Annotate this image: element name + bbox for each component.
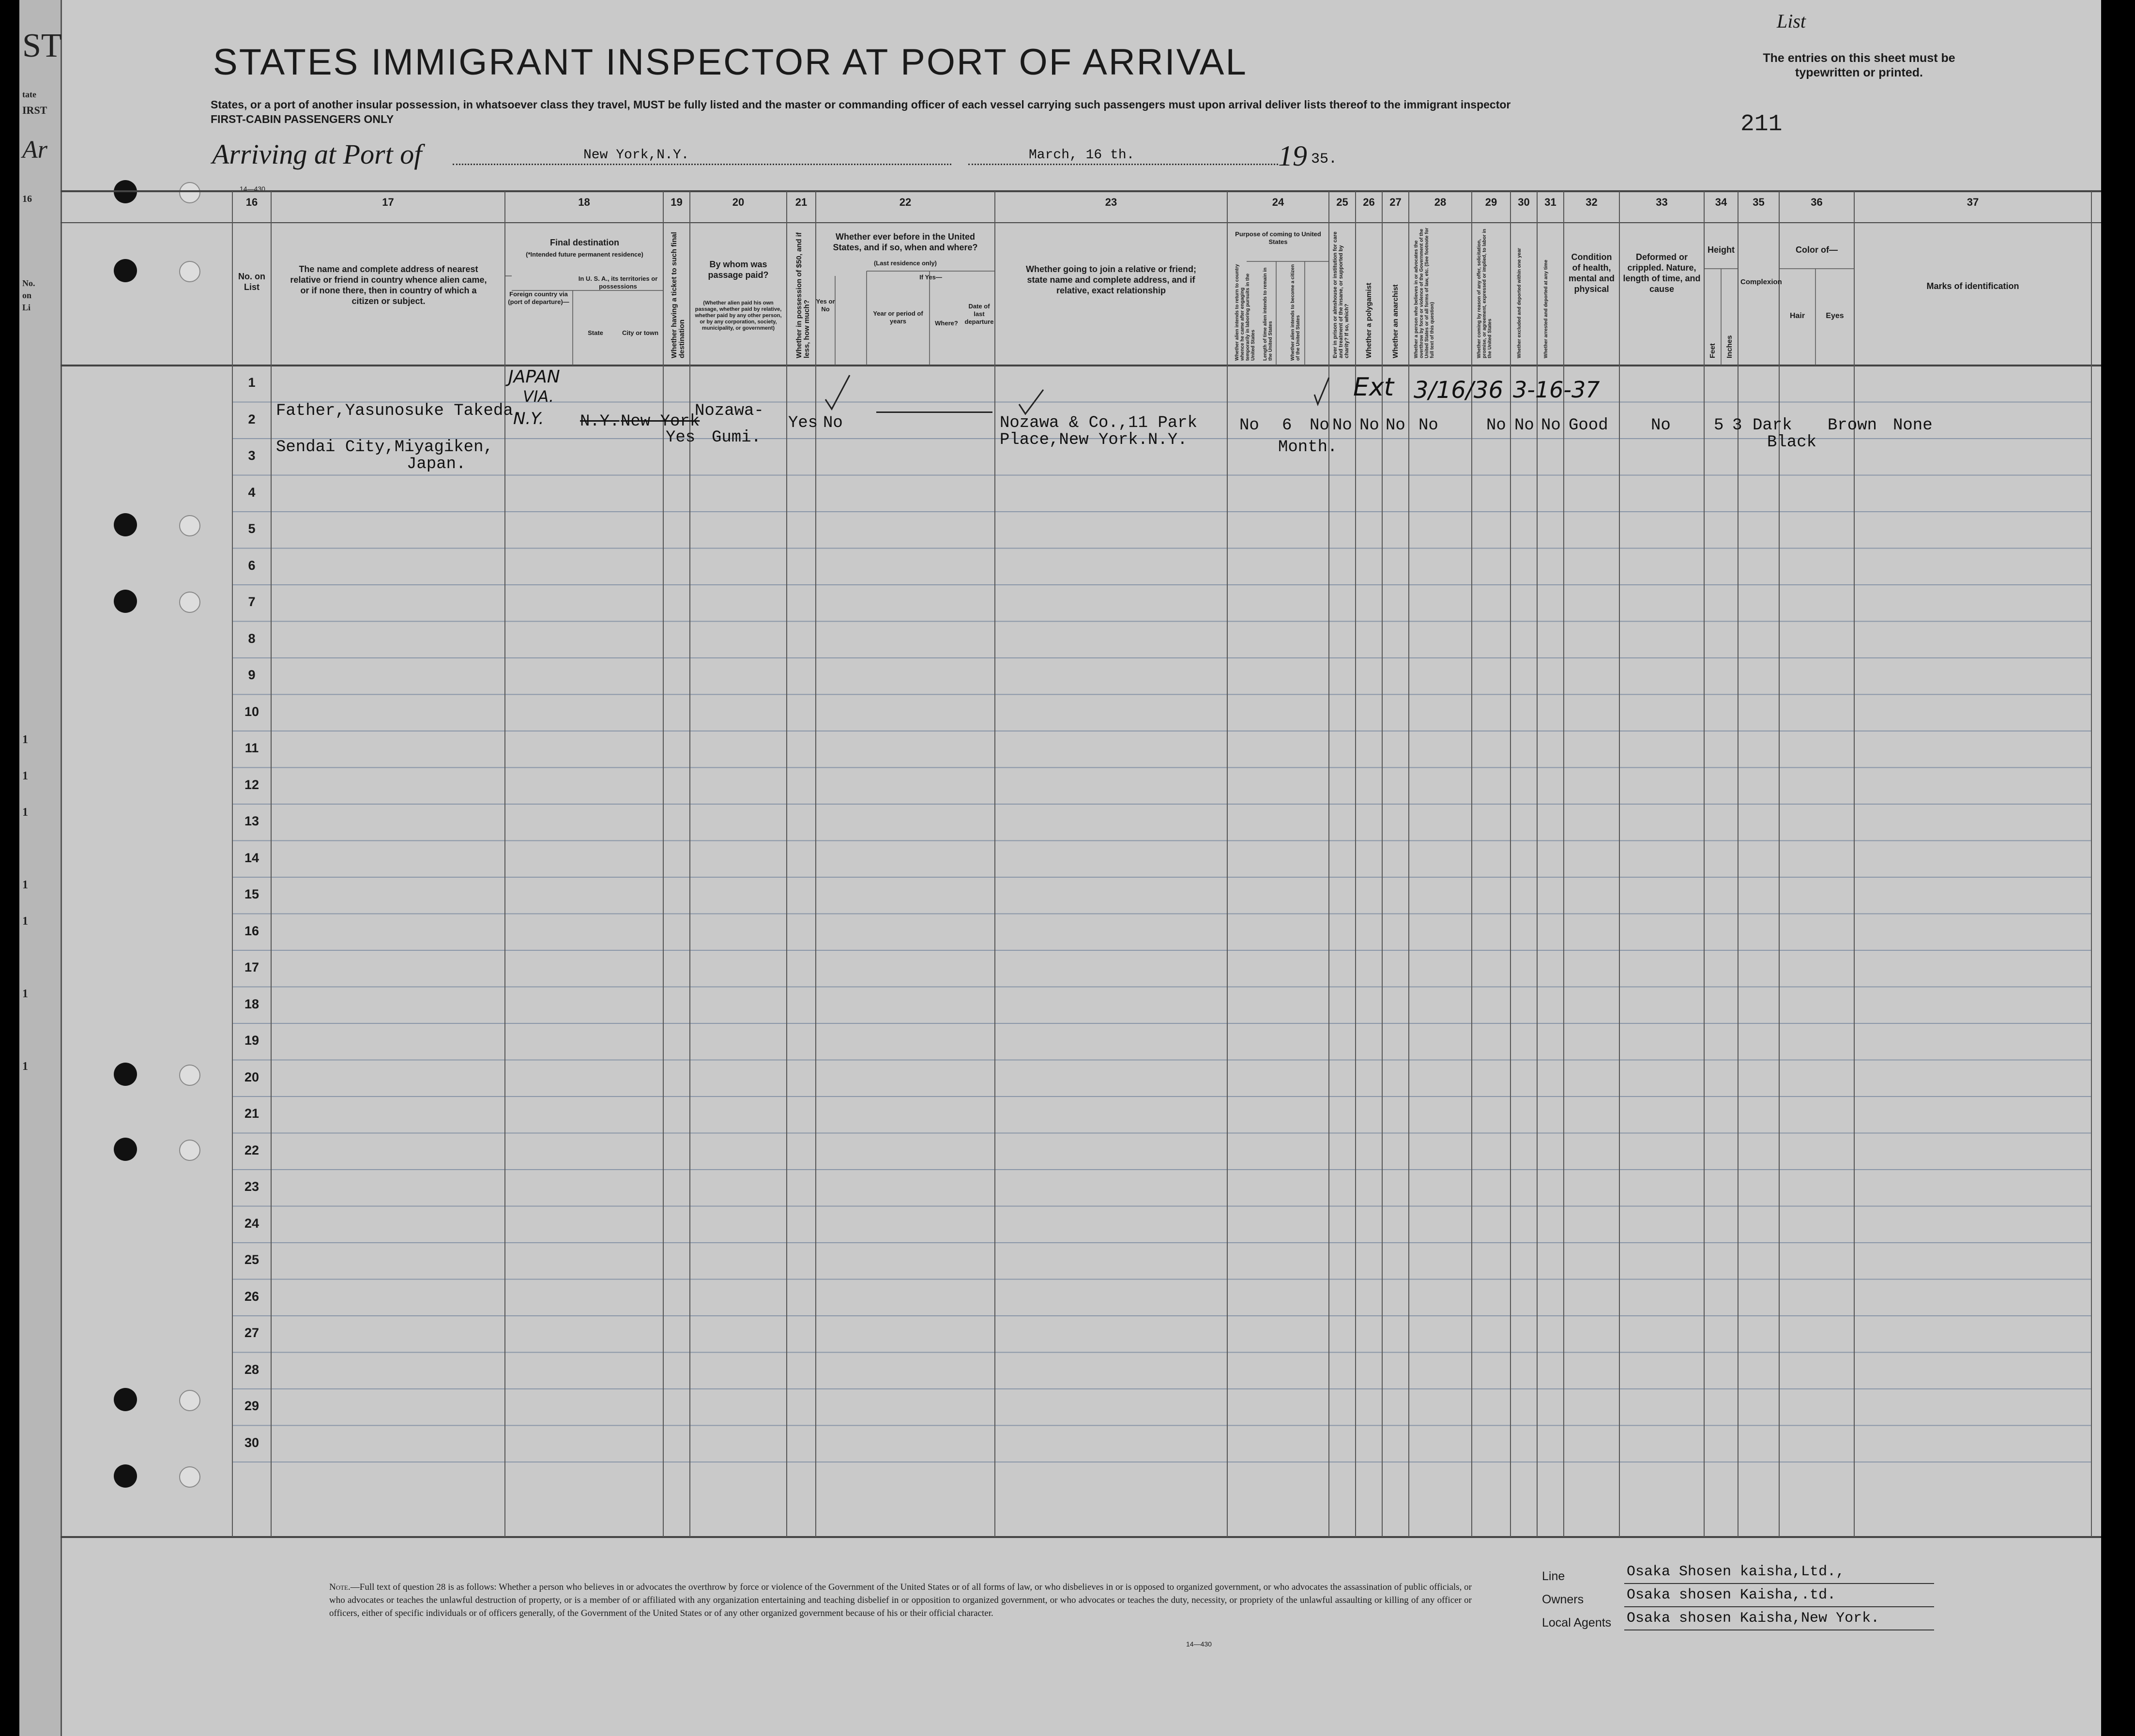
header-polygamist: Whether a polygamist bbox=[1365, 283, 1373, 358]
row-number: 19 bbox=[244, 1033, 259, 1048]
port-value: New York,N.Y. bbox=[583, 148, 689, 163]
footer-owners-label: Owners bbox=[1542, 1593, 1584, 1606]
entry-passage-line1: Nozawa- bbox=[695, 402, 764, 420]
header-year-or-period: Year or period of years bbox=[873, 310, 923, 325]
year-suffix: 35. bbox=[1311, 151, 1338, 168]
check-mark-icon bbox=[823, 373, 852, 411]
header-purpose-citizen: Whether alien intends to become a citizen of the United States bbox=[1290, 264, 1301, 361]
row-number: 27 bbox=[244, 1325, 259, 1340]
row-number: 7 bbox=[248, 594, 256, 609]
row-number: 22 bbox=[244, 1142, 259, 1157]
form-code-footer: 14—430 bbox=[1186, 1640, 1212, 1648]
row-number: 17 bbox=[244, 960, 259, 975]
column-number: 23 bbox=[1105, 196, 1117, 208]
header-complexion: Complexion bbox=[1740, 278, 1782, 286]
column-number: 34 bbox=[1715, 196, 1727, 208]
row-number: 15 bbox=[244, 887, 259, 901]
footer-line-rule bbox=[1624, 1583, 1934, 1584]
entry-foreign-via-line3: N.Y. bbox=[513, 409, 544, 428]
strip-text: 1 bbox=[22, 770, 28, 782]
header-passage-paid-sub: (Whether alien paid his own passage, whether paid by relative, whether paid by any other person, or by any corporation, society, municipality, or government) bbox=[695, 300, 782, 331]
column-number: 22 bbox=[899, 196, 912, 208]
strip-text: tate bbox=[22, 90, 36, 99]
rule-text-first-cabin: FIRST-CABIN PASSENGERS ONLY bbox=[211, 113, 394, 125]
entry-joining-line2: Place,New York.N.Y. bbox=[1000, 431, 1188, 449]
entry-relative-line2: Sendai City,Miyagiken, bbox=[276, 438, 493, 457]
entry-city: New York bbox=[621, 412, 700, 431]
entry-inches: 3 bbox=[1732, 416, 1742, 435]
row-number: 20 bbox=[244, 1069, 259, 1084]
entry-prison: No bbox=[1332, 416, 1352, 435]
form-code: 14—430 bbox=[240, 185, 265, 193]
entry-ticket: Yes bbox=[666, 428, 696, 447]
entry-before-in-us: No bbox=[823, 414, 843, 432]
column-number: 37 bbox=[1967, 196, 1979, 208]
header-if-yes: If Yes— bbox=[919, 274, 942, 281]
row-number: 11 bbox=[244, 741, 259, 755]
header-passage-paid: By whom was passage paid? bbox=[708, 259, 769, 280]
row-number: 6 bbox=[248, 558, 256, 573]
header-q28: Whether a person who believes in or advocates the overthrow by force or violence of the Government of the United States or of all forms of law, etc. (See footnote for full text of this question) bbox=[1414, 228, 1435, 358]
row-number: 30 bbox=[244, 1435, 259, 1450]
row-number: 29 bbox=[244, 1399, 259, 1413]
row-number: 21 bbox=[244, 1106, 259, 1121]
manifest-page bbox=[19, 0, 2101, 1736]
column-number: 32 bbox=[1586, 196, 1598, 208]
header-joining-relative: Whether going to join a relative or friend; state name and complete address, and if relative, exact relationship bbox=[1025, 264, 1197, 295]
check-mark-icon bbox=[1017, 387, 1046, 416]
strip-text: 1 bbox=[22, 988, 28, 1000]
footer-owners-rule bbox=[1624, 1606, 1934, 1607]
footer-agents-value: Osaka shosen Kaisha,New York. bbox=[1627, 1610, 1880, 1627]
header-prison: Ever in prison or almshouse or institution for care and treatment of the insane, or supported by charity? If so, which? bbox=[1332, 231, 1350, 358]
column-number: 25 bbox=[1336, 196, 1348, 208]
row-number: 18 bbox=[244, 996, 259, 1011]
row-number: 23 bbox=[244, 1179, 259, 1194]
column-number: 19 bbox=[671, 196, 683, 208]
header-nearest-relative: The name and complete address of nearest relative or friend in country whence alien came, or if none there, then in country of which a citizen or subject. bbox=[290, 264, 487, 306]
footer-agents-rule bbox=[1624, 1629, 1934, 1630]
column-number: 28 bbox=[1434, 196, 1447, 208]
header-fifty-dollars: Whether in possession of $50, and if less, how much? bbox=[795, 232, 811, 358]
strip-text: 1 bbox=[22, 806, 28, 819]
entry-foreign-via-line2: VIA. bbox=[523, 387, 554, 406]
strip-text: 1 bbox=[22, 879, 28, 891]
strip-text: No. bbox=[22, 278, 35, 288]
list-label: List bbox=[1777, 10, 1806, 32]
column-number: 24 bbox=[1272, 196, 1284, 208]
entry-q29: No bbox=[1486, 416, 1506, 435]
row-number: 28 bbox=[244, 1362, 259, 1377]
column-number: 27 bbox=[1389, 196, 1402, 208]
header-q30: Whether excluded and deported within one year bbox=[1517, 248, 1522, 358]
entry-complexion-line2: Black bbox=[1767, 433, 1817, 452]
header-date-last-departure: Date of last departure bbox=[964, 303, 994, 325]
annotation-date1: 3/16/36 bbox=[1414, 377, 1504, 404]
strip-text: Li bbox=[22, 303, 31, 312]
row-number: 1 bbox=[248, 375, 256, 390]
header-in-usa: In U. S. A., its territories or possessions bbox=[578, 275, 658, 290]
entry-citizen: No bbox=[1310, 416, 1329, 435]
strip-text: 1 bbox=[22, 915, 28, 928]
strip-text: 1 bbox=[22, 733, 28, 746]
strip-text: on bbox=[22, 290, 32, 300]
entry-length-line2: Month. bbox=[1278, 438, 1338, 457]
arriving-label: Arriving at Port of bbox=[212, 138, 422, 170]
row-number: 5 bbox=[248, 521, 256, 536]
entry-q28: No bbox=[1418, 416, 1438, 435]
header-feet: Feet bbox=[1708, 343, 1717, 358]
footer-line-value: Osaka Shosen kaisha,Ltd., bbox=[1627, 1564, 1845, 1580]
header-color: Color of— bbox=[1796, 245, 1838, 255]
column-number: 36 bbox=[1811, 196, 1823, 208]
column-number: 26 bbox=[1363, 196, 1375, 208]
row-number: 14 bbox=[244, 850, 259, 865]
entry-health: Good bbox=[1569, 416, 1608, 435]
entry-deformed: No bbox=[1651, 416, 1671, 435]
column-number: 17 bbox=[382, 196, 394, 208]
header-deformed: Deformed or crippled. Nature, length of time, and cause bbox=[1623, 252, 1701, 294]
header-health: Condition of health, mental and physical bbox=[1568, 252, 1615, 294]
strip-text: Ar bbox=[22, 136, 47, 164]
entry-relative-line1: Father,Yasunosuke Takeda. bbox=[276, 402, 523, 420]
header-city: City or town bbox=[622, 329, 659, 336]
entry-complexion-line1: Dark bbox=[1753, 416, 1792, 435]
page-title: STATES IMMIGRANT INSPECTOR AT PORT OF ARRIVAL bbox=[213, 42, 1248, 83]
row-number: 3 bbox=[248, 448, 256, 463]
entry-joining-line1: Nozawa & Co.,11 Park bbox=[1000, 414, 1198, 432]
entry-q31: No bbox=[1541, 416, 1561, 435]
header-purpose: Purpose of coming to United States bbox=[1235, 230, 1321, 245]
check-mark-icon bbox=[1312, 375, 1331, 409]
entry-marks: None bbox=[1893, 416, 1933, 435]
header-before-in-us: Whether ever before in the United States, and if so, when and where? bbox=[833, 232, 978, 252]
header-purpose-return: Whether alien intends to return to country whence he came after engaging temporarily in laboring pursuits in the United States bbox=[1235, 264, 1256, 361]
footer-line-label: Line bbox=[1542, 1569, 1565, 1583]
date-value: March, 16 th. bbox=[1029, 148, 1135, 163]
annotation-ext: Ext bbox=[1353, 373, 1394, 402]
header-height: Height bbox=[1708, 245, 1735, 255]
row-number: 25 bbox=[244, 1252, 259, 1267]
header-q29: Whether coming by reason of any offer, solicitation, promise, or agreement, expressed or implied, to labor in the United States bbox=[1477, 228, 1493, 358]
typewritten-instructions: The entries on this sheet must be typewritten or printed. bbox=[1763, 51, 1955, 79]
column-number: 31 bbox=[1544, 196, 1556, 208]
header-eyes: Eyes bbox=[1826, 312, 1844, 320]
footnote-text: —Full text of question 28 is as follows: Whether a person who believes in or advocates the overthrow by force or violence of the Government of the United States or of all forms of law, or who disbelieves in or is opposed to organized government, or who advocates the assassination of public officials, or who advocates or teaches the unlawful destruction of property, or is a member of or affiliated with any organization entertaining and teaching disbelief in or opposition to organized government, or who advocates or teaches the duty, necessity, or propriety of the unlawful assaulting or killing of any officer or officers, either of specific individuals or of officers generally, of the Government of the United States or of any other organized government because of his or their official character. bbox=[329, 1582, 1472, 1618]
page-number: 211 bbox=[1740, 111, 1783, 137]
column-number: 20 bbox=[732, 196, 745, 208]
strip-text: ST bbox=[22, 27, 62, 64]
entry-length-line1: 6 bbox=[1282, 416, 1292, 435]
entry-state: N.Y. bbox=[580, 412, 620, 431]
entry-relative-line3: Japan. bbox=[407, 455, 466, 473]
header-inches: Inches bbox=[1725, 335, 1734, 358]
column-number: 16 bbox=[245, 196, 258, 208]
header-final-destination: Final destination bbox=[549, 238, 619, 247]
entry-anarchist: No bbox=[1386, 416, 1405, 435]
row-number: 2 bbox=[248, 411, 256, 426]
entry-feet: 5 bbox=[1714, 416, 1724, 435]
header-where: Where? bbox=[935, 320, 958, 327]
entry-fifty: Yes bbox=[788, 414, 818, 432]
header-ticket: Whether having a ticket to such final destination bbox=[670, 232, 686, 358]
row-number: 9 bbox=[248, 668, 256, 682]
header-state: State bbox=[588, 329, 603, 336]
column-number: 29 bbox=[1485, 196, 1497, 208]
row-number: 13 bbox=[244, 814, 259, 828]
entry-q30: No bbox=[1514, 416, 1534, 435]
strip-text: 16 bbox=[22, 194, 32, 204]
row-number: 10 bbox=[244, 704, 259, 719]
row-number: 24 bbox=[244, 1216, 259, 1231]
header-marks: Marks of identification bbox=[1926, 281, 2019, 291]
strip-text: 1 bbox=[22, 1060, 28, 1073]
header-before-sub: (Last residence only) bbox=[873, 259, 937, 267]
header-anarchist: Whether an anarchist bbox=[1391, 284, 1400, 358]
column-number: 35 bbox=[1753, 196, 1765, 208]
header-final-destination-sub: (*Intended future permanent residence) bbox=[526, 251, 643, 258]
rule-text: States, or a port of another insular possession, in whatsoever class they travel, MUST be fully listed and the master or commanding officer of each vessel carrying such passengers must upon arrival deliver lists thereof to the immigrant inspector bbox=[211, 98, 1511, 111]
column-number: 30 bbox=[1518, 196, 1530, 208]
footnote-question-28 bbox=[329, 1581, 1472, 1620]
row-number: 16 bbox=[244, 923, 259, 938]
row-number: 26 bbox=[244, 1289, 259, 1304]
row-number: 8 bbox=[248, 631, 256, 646]
header-foreign-country-via: Foreign country via (port of departure)— bbox=[508, 290, 569, 305]
annotation-date2: 3-16-37 bbox=[1513, 377, 1600, 403]
column-number: 21 bbox=[795, 196, 808, 208]
entry-foreign-via-line1: JAPAN bbox=[508, 367, 560, 387]
footnote-lead: Note. bbox=[329, 1582, 351, 1592]
entry-eyes: Brown bbox=[1828, 416, 1877, 435]
year-prefix: 19 bbox=[1278, 140, 1307, 172]
manifest-grid bbox=[19, 0, 2101, 1736]
header-yes-or-no: Yes or No bbox=[816, 298, 835, 313]
header-no-on-list: No. on List bbox=[238, 272, 265, 292]
column-number: 18 bbox=[578, 196, 590, 208]
entry-polygamist: No bbox=[1359, 416, 1379, 435]
footer-agents-label: Local Agents bbox=[1542, 1616, 1612, 1629]
column-number: 33 bbox=[1656, 196, 1668, 208]
header-q31: Whether arrested and deported at any time bbox=[1543, 259, 1549, 358]
footer-owners-value: Osaka shosen Kaisha,.td. bbox=[1627, 1587, 1836, 1603]
row-number: 12 bbox=[244, 777, 259, 792]
entry-before-dash bbox=[876, 411, 992, 413]
entry-passage-line2: Gumi. bbox=[712, 428, 762, 447]
header-purpose-length: Length of time alien intends to remain in the United States bbox=[1263, 267, 1273, 361]
row-number: 4 bbox=[248, 485, 256, 500]
header-hair: Hair bbox=[1789, 312, 1805, 320]
strip-text: IRST bbox=[22, 104, 47, 116]
entry-return-intent: No bbox=[1239, 416, 1259, 435]
